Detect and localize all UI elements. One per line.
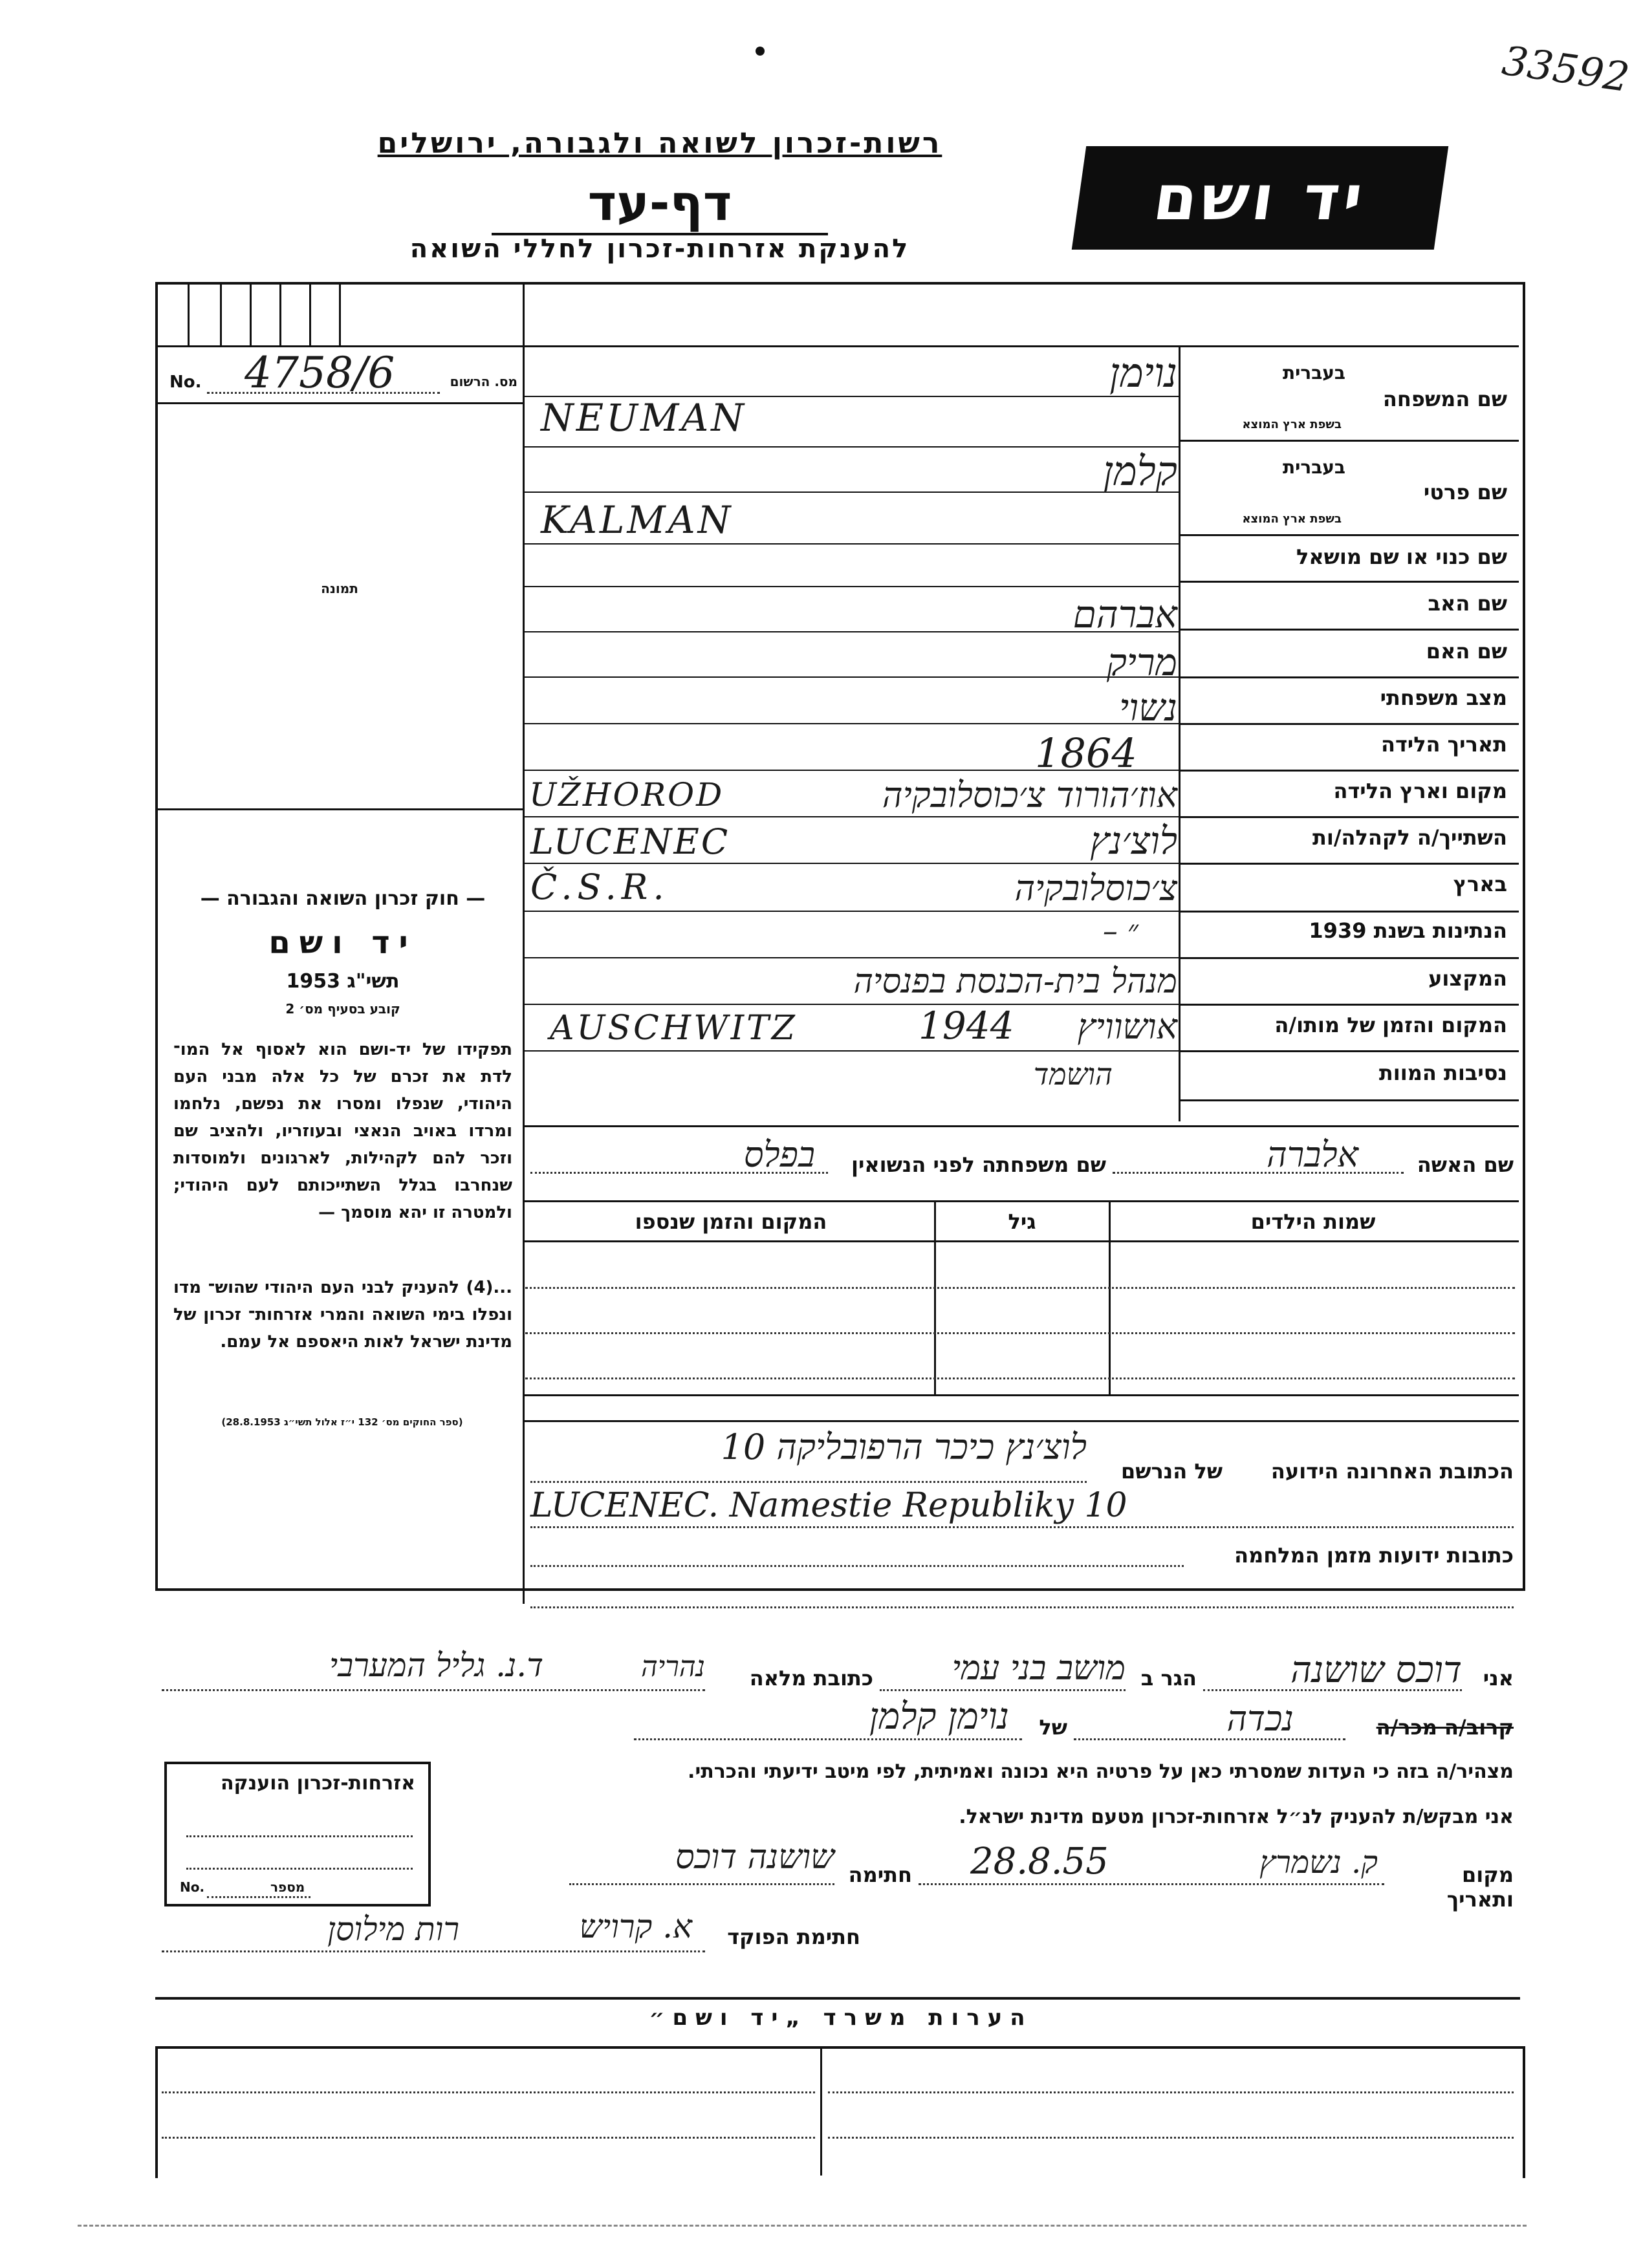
logo-text: יד ושם <box>1149 162 1371 234</box>
official-signature-2: רות מילוסן <box>327 1910 459 1948</box>
grant-box-no: No. <box>180 1879 205 1895</box>
family-name-label: שם המשפחה <box>1382 387 1507 411</box>
grant-box-no-heb: מספר <box>270 1879 305 1895</box>
address-hebrew: לוצ׳נץ כיכר הרפובליקה 10 <box>721 1427 1087 1467</box>
relation-of-name: נוימן קלמן <box>869 1696 1009 1738</box>
community-label: השתייך/ה לקהלה/ות <box>1312 825 1507 850</box>
war-address-label: כתובות ידועות מזמן המלחמה <box>1234 1543 1514 1568</box>
official-signature: א. קרויש <box>579 1908 692 1945</box>
law-clause: קובע בסעיף מס׳ 2 <box>285 1001 400 1017</box>
relation-label: קרוב/ה מכר/ה <box>1376 1715 1514 1740</box>
relation-of-label: של <box>1039 1715 1067 1740</box>
first-name-label: שם פרטי <box>1423 480 1507 504</box>
first-name-hebrew: קלמן <box>1103 448 1177 495</box>
birth-date-value: 1864 <box>1035 729 1137 777</box>
father-label: שם האב <box>1428 591 1507 616</box>
citizenship-label: הנתינות בשנת 1939 <box>1309 918 1507 943</box>
birth-place-latin: UŽHOROD <box>529 776 724 814</box>
declarant-addr-extra: נהריה <box>640 1650 705 1683</box>
yad-vashem-logo <box>1072 146 1448 250</box>
family-name-latin: NEUMAN <box>541 396 746 440</box>
official-signature-label: חתימת הפוקד <box>727 1925 860 1949</box>
death-year: 1944 <box>919 1004 1014 1048</box>
country-label: בארץ <box>1453 872 1507 896</box>
law-paragraph-1: תפקידו של יד-ושם הוא לאסוף אל המו־ לדת את זכרם של כל אלה מבני העם היהודי, שנפלו ומסרו את נפשם, נלחמו ומרדו באויב הנאצי ובעוזריו, ולהציב שם וזכר להם לקהילות, לארגונים ולמוסדות שנחרבו בגלל השתייכותם לעם היהודי; ולמטרה זו יהא מוסמך — <box>173 1040 512 1222</box>
declarant-addr-label: כתובת מלאה <box>749 1666 873 1690</box>
first-name-heb-label: בעברית <box>1282 457 1345 478</box>
death-cause-label: נסיבות המוות <box>1378 1061 1507 1085</box>
scan-edge <box>78 2225 1527 2227</box>
mother-label: שם האם <box>1426 639 1507 664</box>
office-notes-box <box>155 2046 1525 2178</box>
children-col-names: שמות הילדים <box>1250 1209 1376 1234</box>
birth-date-label: תאריך הלידה <box>1380 732 1507 757</box>
declarant-name: דוכס שושנה <box>1290 1649 1462 1691</box>
death-hebrew: אושוויץ <box>1077 1006 1177 1047</box>
profession-value: מנהל בית-הכנסת בפנסיה <box>853 962 1177 1001</box>
birth-place-label: מקום וארץ הלידה <box>1333 779 1507 803</box>
law-name: יד ושם <box>268 925 417 961</box>
declarant-lives-label: הגר ב <box>1140 1666 1197 1690</box>
children-col-place: המקום והזמן שנספו <box>635 1209 827 1234</box>
marital-label: מצב משפחתי <box>1380 686 1507 710</box>
declaration-date: 28.8.55 <box>970 1841 1109 1883</box>
family-name-orig-label: בשפת ארץ המוצא <box>1242 418 1342 431</box>
community-hebrew: לוצ׳נץ <box>1090 819 1177 863</box>
office-notes-title: הערות משרד „יד ושם״ <box>649 2005 1033 2031</box>
declarant-signature: שושנה דוכס <box>675 1838 834 1877</box>
citizenship-value: ״ – <box>1102 913 1138 948</box>
community-latin: LUCENEC <box>530 821 730 862</box>
grant-box <box>164 1762 431 1906</box>
address-latin: LUCENEC. Namestie Republiky 10 <box>530 1486 1127 1525</box>
law-reference: (ספר החוקים מס׳ 132 י״ז אלול תשי״ג 28.8.1953) <box>221 1416 463 1428</box>
wife-maiden-label: שם משפחתה לפני הנשואין <box>851 1152 1106 1177</box>
death-cause-value: הושמד <box>1033 1057 1113 1092</box>
address-label-b: של הנרשם <box>1120 1459 1223 1484</box>
law-paragraph-2: ...(4) להעניק לבני העם היהודי שהוש־ מדו ונפלו בימי השואה והמרי אזרחות־ זכרון של מדינת ישראל לאות היאספם אל עמם. <box>173 1278 512 1352</box>
marital-value: נשוי <box>1119 686 1177 729</box>
place-date-label: מקום ותאריך <box>1446 1863 1514 1912</box>
death-latin: AUSCHWITZ <box>550 1009 798 1048</box>
form-subtitle: להענקת אזרחות-זכרון לחללי השואה <box>409 234 910 264</box>
form-title: דף-עד <box>492 173 828 235</box>
death-label: המקום והזמן של מותו/ה <box>1274 1013 1507 1037</box>
statement-2: אני מבקש/ת להעניק לנ״ל אזרחות-זכרון מטעם מדינת ישראל. <box>959 1806 1514 1828</box>
first-name-latin: KALMAN <box>541 498 734 542</box>
country-hebrew: צ׳כוסלובקיה <box>1014 868 1177 909</box>
grant-box-title: אזרחות-זכרון הוענקה <box>220 1772 415 1795</box>
wife-value: אלברה <box>1267 1134 1358 1175</box>
relation-value: נכדה <box>1226 1698 1294 1739</box>
declarant-addr: ד.נ. גליל המערבי <box>329 1647 543 1684</box>
wife-maiden-value: בפלס <box>743 1134 815 1175</box>
family-name-heb-label: בעברית <box>1282 362 1345 383</box>
archive-number: 33592 <box>1499 36 1632 102</box>
signature-label: חתימה <box>848 1863 912 1887</box>
country-latin: Č.S.R. <box>530 867 669 907</box>
reg-number: 4758/6 <box>245 348 395 398</box>
declarant-i-label: אני <box>1483 1666 1514 1690</box>
declarant-place: מושב בני עמי <box>952 1649 1126 1688</box>
family-name-hebrew: נוימן <box>1109 349 1177 396</box>
father-value: אברהם <box>1072 592 1177 636</box>
profession-label: המקצוע <box>1428 966 1507 991</box>
statement-1: מצהיר/ה בזה כי העדות שמסרתי כאן על פרטיה היא נכונה ואמיתית, לפי מיטב ידיעתי והכרתי. <box>688 1760 1514 1783</box>
authority-line: רשות-זכרון לשואה ולגבורה, ירושלים <box>377 127 942 160</box>
first-name-orig-label: בשפת ארץ המוצא <box>1242 512 1342 526</box>
law-year: תשי"ג 1953 <box>286 970 400 993</box>
mother-value: מריק <box>1106 640 1177 684</box>
nickname-label: שם כנוי או שם מושאל <box>1296 545 1507 569</box>
address-label-a: הכתובת האחרונה הידועה <box>1270 1459 1514 1484</box>
place-date-value: ק. נשמרץ <box>1259 1844 1378 1881</box>
reg-no-prefix: No. <box>169 373 202 392</box>
wife-label: שם האשה <box>1417 1152 1514 1177</box>
photo-label: תמונה <box>321 581 358 596</box>
birth-place-hebrew: אוז׳הורוד צ׳כוסלובקיה <box>882 775 1177 815</box>
reg-label: מס. הרשום <box>450 374 517 389</box>
law-title: — חוק זכרון השואה והגבורה — <box>200 887 486 910</box>
children-col-age: גיל <box>1008 1209 1036 1234</box>
scan-mark <box>756 47 765 56</box>
